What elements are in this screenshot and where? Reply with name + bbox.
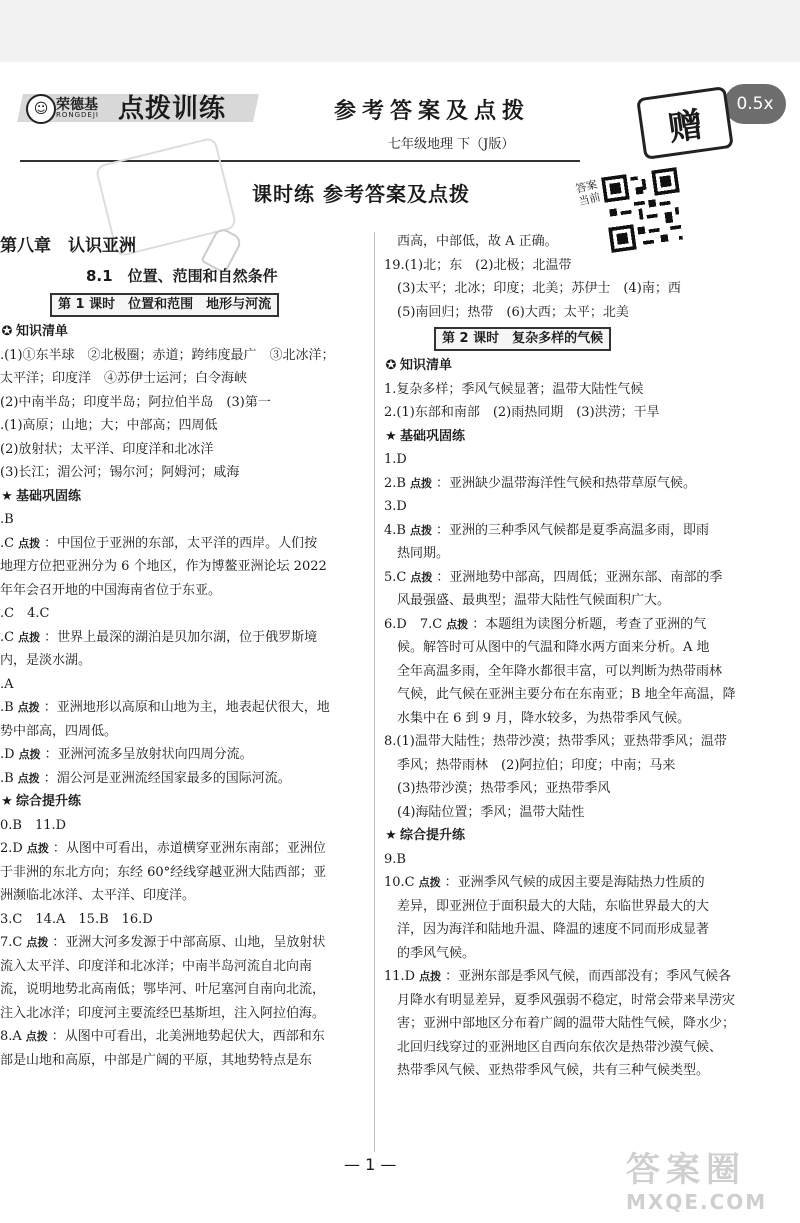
answer-text: ：亚洲地势中部高，四周低；亚洲东部、南部的季 (436, 569, 723, 585)
answer-line (0, 673, 362, 697)
answer-text: 地理方位把亚洲分为 6 个地区，作为博鳌亚洲论坛 2022 (0, 559, 327, 574)
answer-line (0, 414, 362, 438)
answer-line (384, 801, 744, 825)
gift-badge-icon: 赠 (636, 86, 734, 160)
subsection-heading (0, 320, 362, 344)
tip-label: 点拨 (17, 701, 40, 714)
answer-number: .C (0, 535, 15, 551)
watermark-url: MXQE.COM (626, 1190, 768, 1214)
answer-text: ：亚洲地形以高原和山地为主，地表起伏很大，地 (43, 700, 330, 715)
answer-line (384, 401, 744, 425)
answer-text: 风最强盛、最典型；温带大陆性气候面积广大。 (384, 593, 671, 608)
tip-label: 点拨 (25, 1030, 48, 1043)
answer-line (0, 696, 362, 720)
answer-text: ：中国位于亚洲的东部，太平洋的西岸。人们按 (44, 535, 318, 551)
brand-logo-icon: ☺ (26, 94, 56, 124)
answer-line (0, 955, 362, 979)
answer-text: ：亚洲缺少温带海洋性气候和热带草原气候。 (435, 475, 696, 491)
answer-text: 9.B (384, 851, 406, 867)
answer-text: 差异，即亚洲位于面积最大的大陆，东临世界最大的大 (384, 898, 710, 914)
subsection-heading-text: 综合提升练 (400, 828, 466, 843)
answer-line (384, 448, 744, 472)
answer-text: 1.D (384, 452, 407, 467)
lesson-period-label: 第 2 课时 复杂多样的气候 (434, 327, 611, 351)
answer-line (384, 918, 744, 942)
answer-text: ：从图中可看出，北美洲地势起伏大，西部和东 (51, 1029, 325, 1044)
lesson-title: 8.1 位置、范围和自然条件 (86, 267, 278, 285)
answer-line (384, 707, 744, 731)
subsection-heading (384, 425, 744, 449)
answer-line (0, 461, 362, 485)
answer-number: .B (0, 700, 14, 715)
tip-label: 点拨 (418, 876, 441, 889)
answer-number: 2.B (384, 475, 406, 491)
answer-line (384, 277, 744, 301)
answer-line (384, 895, 744, 919)
answer-text: 西高，中部低，故 A 正确。 (384, 234, 558, 249)
answer-text: ：亚洲河流多呈放射状向四周分流。 (44, 747, 253, 762)
tip-label: 点拨 (410, 570, 433, 584)
brand-subtext: RONGDEJI (56, 111, 99, 119)
subsection-heading (384, 824, 744, 848)
lesson-period-box (384, 324, 744, 354)
answer-text: 的季风气候。 (384, 945, 476, 961)
answer-number: .D (0, 747, 15, 762)
badge-icon: ✪ (1, 324, 13, 339)
page-number: — 1 — (344, 1155, 397, 1174)
answer-line (384, 613, 744, 637)
answer-line (384, 566, 744, 590)
answer-line (384, 301, 744, 325)
answer-text: .(1)①东半球 ②北极圈；赤道；跨纬度最广 ③北冰洋； (0, 347, 335, 363)
answer-line (0, 602, 362, 626)
answer-line (0, 908, 362, 932)
answer-line (0, 626, 362, 650)
answer-number: .C (0, 629, 15, 645)
answer-text: ：亚洲季风气候的成因主要是海陆热力性质的 (444, 875, 705, 890)
answer-line (0, 767, 362, 791)
answer-number: 5.C (384, 569, 407, 585)
answer-text: .A (0, 676, 14, 692)
lesson-period-box (0, 290, 362, 320)
answer-text: ：本题组为读图分析题，考查了亚洲的气 (472, 616, 707, 632)
document-subtitle: 七年级地理 下（J版） (388, 137, 515, 152)
answer-line (384, 942, 744, 966)
answer-text: 候。解答时可从图中的气温和降水两方面来分析。A 地 (384, 640, 710, 655)
answer-text: 19.(1)北；东 (2)北极；北温带 (384, 257, 572, 273)
answer-text: .B (0, 512, 14, 527)
answer-text: 害；亚洲中部地区分布着广阔的温带大陆性气候，降水少； (384, 1016, 736, 1031)
answer-line (384, 989, 744, 1013)
answer-line (384, 965, 744, 989)
answer-text: 洋，因为海洋和陆地升温、降温的速度不同而形成显著 (384, 922, 710, 937)
answer-text: (2)放射状；太平洋、印度洋和北冰洋 (0, 441, 214, 457)
subsection-heading-text: 知识清单 (400, 358, 453, 373)
answer-line (384, 495, 744, 519)
answer-text: ：亚洲的三种季风气候都是夏季高温多雨，即雨 (435, 522, 709, 538)
answer-line (0, 532, 362, 556)
answer-number: 6.D 7.C (384, 616, 443, 632)
zoom-level-button[interactable]: 0.5x (724, 84, 786, 124)
answer-text: ：亚洲大河多发源于中部高原、山地，呈放射状 (52, 935, 326, 950)
star-icon: ★ (1, 488, 13, 504)
answer-text: (3)热带沙漠；热带季风；亚热带季风 (384, 781, 611, 796)
answer-text: 注入北冰洋；印度河主要流经巴基斯坦，注入阿拉伯海。 (0, 1005, 326, 1021)
answer-text: 3.D (384, 499, 407, 514)
answer-number: 10.C (384, 875, 415, 890)
answer-text: 北回归线穿过的亚洲地区自西向东依次是热带沙漠气候、 (384, 1039, 723, 1055)
answer-number: 4.B (384, 522, 406, 538)
subsection-heading-text: 知识清单 (16, 324, 69, 339)
answer-line (0, 814, 362, 838)
answer-line (384, 1012, 744, 1036)
answer-text: ：从图中可看出，赤道横穿亚洲东南部；亚洲位 (52, 841, 326, 856)
answer-line (384, 1036, 744, 1060)
answer-text: 水集中在 6 到 9 月，降水较多，为热带季风气候。 (384, 710, 691, 726)
star-icon: ★ (1, 794, 13, 809)
document-title: 参考答案及点拨 (334, 99, 531, 124)
subsection-heading (0, 485, 362, 509)
answer-text: (5)南回归；热带 (6)大西；太平；北美 (384, 304, 629, 320)
answer-line (384, 871, 744, 895)
tip-label: 点拨 (18, 630, 41, 644)
answer-line (384, 660, 744, 684)
tip-label: 点拨 (26, 936, 49, 949)
answer-number: 2.D (0, 841, 23, 856)
answer-line (384, 636, 744, 660)
answer-line (0, 555, 362, 579)
answer-text: 势中部高，四周低。 (0, 723, 118, 739)
answer-text: 洲濒临北冰洋、太平洋、印度洋。 (0, 888, 196, 903)
answer-line (0, 579, 362, 603)
subsection-heading (0, 790, 362, 814)
subsection-heading-text: 基础巩固练 (400, 428, 466, 444)
watermark (596, 1142, 800, 1222)
answer-text: 于非洲的东北方向；东经 60°经线穿越亚洲大陆西部；亚 (0, 864, 327, 880)
tip-label: 点拨 (18, 748, 41, 761)
answer-line (384, 519, 744, 543)
answer-line (384, 378, 744, 402)
answer-text: 8.(1)温带大陆性；热带沙漠；热带季风；亚热带季风；温带 (384, 734, 727, 749)
subsection-heading-text: 综合提升练 (16, 794, 82, 809)
answer-line (0, 344, 362, 368)
tip-label: 点拨 (26, 842, 49, 855)
answer-line (384, 754, 744, 778)
answer-text: 3.C 14.A 15.B 16.D (0, 911, 153, 927)
star-icon: ★ (385, 428, 397, 444)
answer-line (384, 683, 744, 707)
answer-text: 太平洋；印度洋 ④苏伊士运河；白令海峡 (0, 371, 248, 386)
answer-line (0, 720, 362, 744)
answer-line (384, 542, 744, 566)
answer-text: 季风；热带雨林 (2)阿拉伯；印度；中南；马来 (384, 757, 676, 773)
answer-text: 月降水有明显差异，夏季风强弱不稳定，时常会带来旱涝灾 (384, 992, 736, 1008)
left-column (0, 230, 362, 1072)
chapter-title: 第八章 认识亚洲 (0, 236, 136, 256)
answer-line (384, 848, 744, 872)
badge-icon: ✪ (385, 358, 397, 373)
answer-line (0, 837, 362, 861)
answer-line (0, 1002, 362, 1026)
lesson-period-label: 第 1 课时 位置和范围 地形与河流 (50, 293, 279, 317)
answer-text: 热带季风气候、亚热带季风气候，共有三种气候类型。 (384, 1063, 710, 1078)
answer-line (0, 649, 362, 673)
section-title: 课时练 参考答案及点拨 (252, 182, 470, 206)
right-column (384, 230, 744, 1083)
brand-name: 荣德基 (56, 97, 98, 113)
answer-text: 部是山地和高原，中部是广阔的平原，其地势特点是东 (0, 1052, 313, 1068)
header-rule (20, 160, 580, 162)
watermark-text: 答案圈 (626, 1150, 746, 1190)
answer-text: 气候，此气候在亚洲主要分布在东南亚；B 地全年高温，降 (384, 687, 736, 702)
answer-text: ：世界上最深的湖泊是贝加尔湖，位于俄罗斯境 (44, 629, 318, 645)
answer-text: .(1)高原；山地；大；中部高；四周低 (0, 418, 218, 433)
answer-text: 2.(1)东部和南部 (2)雨热同期 (3)洪涝；干旱 (384, 405, 660, 420)
answer-text: 内，是淡水湖。 (0, 653, 92, 668)
answer-text: 年年会召开地的中国海南省位于东亚。 (0, 582, 222, 598)
answer-number: 7.C (0, 935, 23, 950)
answer-text: 热同期。 (384, 546, 450, 561)
answer-line (0, 1049, 362, 1073)
answer-line (0, 508, 362, 532)
top-strip (0, 0, 800, 62)
answer-line (384, 1059, 744, 1083)
answer-text: .C 4.C (0, 606, 50, 621)
answer-line (384, 777, 744, 801)
answer-text: (3)太平；北冰；印度；北美；苏伊士 (4)南；西 (384, 281, 681, 296)
answer-text: (2)中南半岛；印度半岛；阿拉伯半岛 (3)第一 (0, 394, 271, 410)
answer-line (0, 743, 362, 767)
answer-text: 流，说明地势北高南低；鄂毕河、叶尼塞河自南向北流， (0, 982, 326, 997)
answer-line (384, 472, 744, 496)
brand-title: 点拨训练 (118, 94, 227, 124)
column-divider (374, 232, 375, 1152)
tip-label: 点拨 (409, 476, 432, 490)
answer-text: 流入太平洋、印度洋和北冰洋；中南半岛河流自北向南 (0, 958, 313, 974)
answer-line (0, 861, 362, 885)
answer-line (0, 884, 362, 908)
answer-line (0, 438, 362, 462)
answer-number: .B (0, 770, 14, 786)
star-icon: ★ (385, 828, 397, 843)
answer-text: ：湄公河是亚洲流经国家最多的国际河流。 (43, 770, 291, 786)
answer-text: 0.B 11.D (0, 817, 67, 833)
answer-line (0, 931, 362, 955)
tip-label: 点拨 (18, 536, 41, 550)
answer-line (384, 254, 744, 278)
answer-line (0, 1025, 362, 1049)
answer-text: 全年高温多雨，全年降水都很丰富，可以判断为热带雨林 (384, 663, 723, 679)
tip-label: 点拨 (446, 617, 469, 631)
answer-now-label: 答案当前 (574, 177, 602, 209)
tip-label: 点拨 (419, 970, 442, 983)
answer-line (0, 391, 362, 415)
answer-text: (4)海陆位置；季风；温带大陆性 (384, 804, 585, 820)
tip-label: 点拨 (409, 523, 432, 537)
answer-line (0, 978, 362, 1002)
tip-label: 点拨 (17, 771, 40, 785)
answer-line (0, 367, 362, 391)
answer-text: ：亚洲东部是季风气候，而西部没有；季风气候各 (445, 969, 732, 984)
answer-text: 1.复杂多样；季风气候显著；温带大陆性气候 (384, 381, 644, 397)
answer-text: (3)长江；湄公河；锡尔河；阿姆河；咸海 (0, 465, 240, 480)
answer-line (384, 589, 744, 613)
answer-line (384, 730, 744, 754)
answer-line (384, 230, 744, 254)
answer-number: 11.D (384, 969, 416, 984)
subsection-heading-text: 基础巩固练 (16, 488, 82, 504)
answer-number: 8.A (0, 1029, 22, 1044)
subsection-heading (384, 354, 744, 378)
